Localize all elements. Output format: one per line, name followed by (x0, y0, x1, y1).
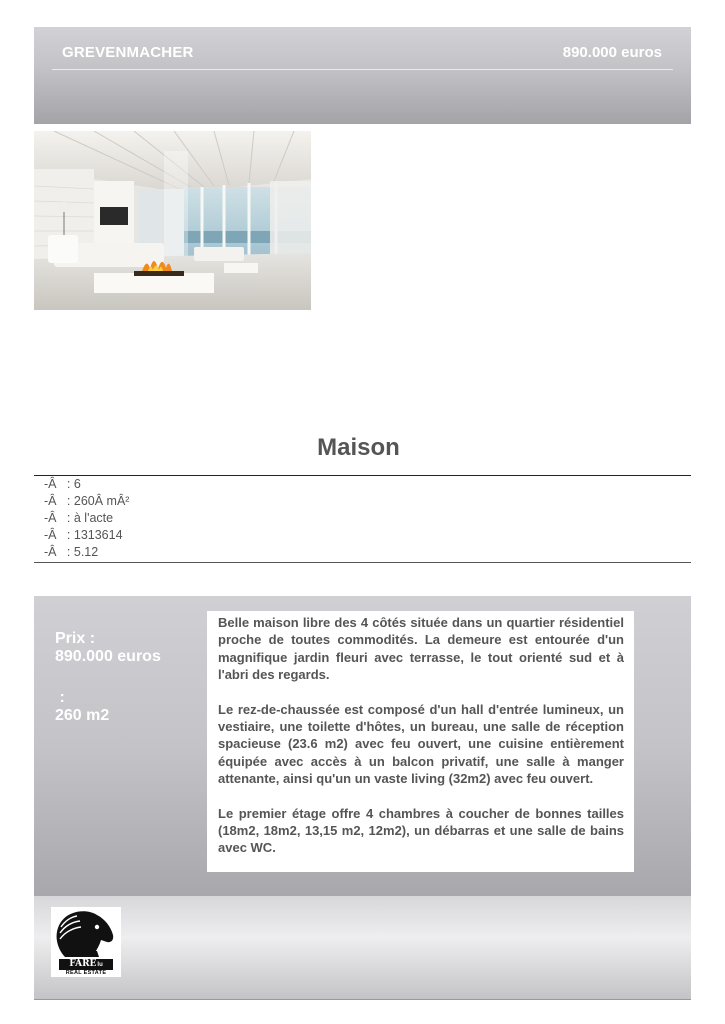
logo-tagline: REAL ESTATE (65, 970, 107, 976)
agency-logo (51, 907, 121, 977)
area-value: 260 m2 (55, 707, 110, 724)
property-photo (34, 131, 311, 310)
horse-head-icon (51, 907, 121, 961)
price-label: Prix : (55, 630, 96, 647)
header-bar (34, 27, 691, 124)
description-paragraph-3: Le premier étage offre 4 chambres à coucher de bonnes tailles (18m2, 18m2, 13,15 m2, 12m2), un débarras et une salle de bains avec WC. (218, 805, 624, 856)
description-box (207, 611, 634, 872)
description-paragraph-2: Le rez-de-chaussée est composé d'un hall d'entrée lumineux, un vestiaire, une toilette d'hôtes, un bureau, une salle de réception spacieuse (23.6 m2) avec feu ouvert, une cuisine entièrement équipée avec accès à un balcon privatif, une salle à manger attenante, ainsi qu'un un vaste living (32m2) avec feu ouvert. (218, 701, 624, 787)
spec-row-value: -Â : 5.12 (44, 545, 99, 559)
logo-brand: FARElu (59, 959, 113, 970)
specs-list (34, 475, 691, 563)
description-paragraph-1: Belle maison libre des 4 côtés située dans un quartier résidentiel proche de toutes commodités. La demeure est entourée d'un magnifique jardin fleuri avec terrasse, le tout orienté sud et à l'abri des regards. (218, 615, 624, 683)
spec-row-reference: -Â : 1313614 (44, 528, 123, 542)
property-type-title: Maison (317, 434, 400, 461)
header-price: 890.000 euros (562, 44, 662, 61)
price-value: 890.000 euros (55, 648, 161, 665)
area-label: : (55, 689, 65, 706)
spec-row-availability: -Â : à l'acte (44, 511, 114, 525)
city-name: GREVENMACHER (62, 44, 194, 61)
spec-row-rooms: -Â : 6 (44, 477, 81, 491)
spec-row-area: -Â : 260Â mÂ² (44, 494, 130, 508)
footer-bar (34, 896, 691, 1000)
header-divider (52, 69, 673, 70)
